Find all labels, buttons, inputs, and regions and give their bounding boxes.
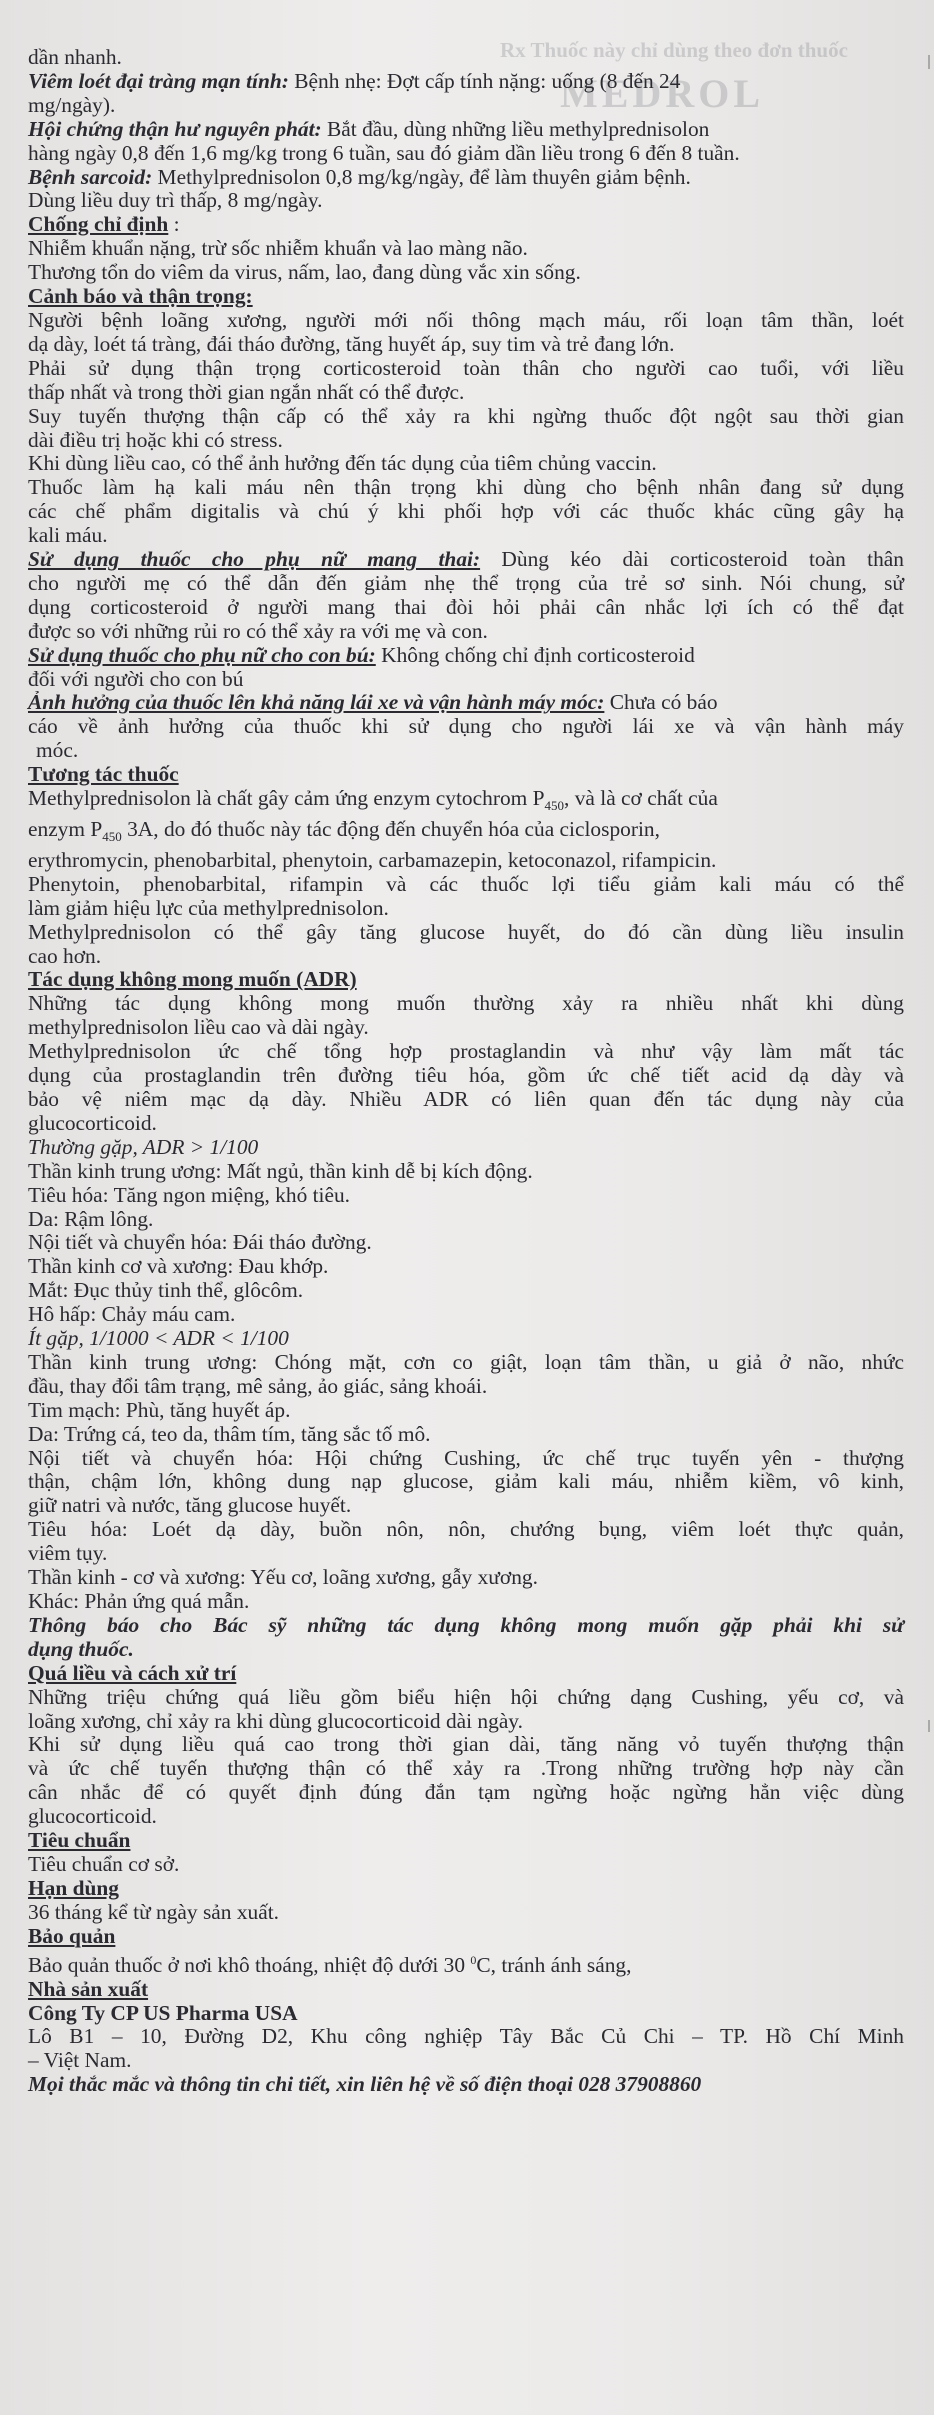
text-line [28, 2025, 904, 2049]
section-heading: Chống chỉ định [28, 212, 169, 237]
line-text: Hô hấp: Chảy máu cam. [28, 1302, 236, 1327]
line-text: Thương tổn do viêm da virus, nấm, lao, đang dùng vắc xin sống. [28, 260, 581, 285]
text-line [28, 572, 904, 596]
text-line [28, 897, 904, 921]
line-text: dài điều trị hoặc khi có stress. [28, 427, 283, 452]
text-line [28, 739, 904, 763]
text-line [28, 849, 904, 873]
text-line [28, 1733, 904, 1757]
text-line [28, 1853, 904, 1877]
text-line [28, 405, 904, 429]
text-line [28, 1136, 904, 1160]
bleed-through-header: Rx Thuốc này chỉ dùng theo đơn thuốc [500, 38, 848, 62]
line-text: Không chống chỉ định corticosteroid [375, 642, 695, 667]
text-line [28, 1638, 904, 1662]
text-line [28, 1303, 904, 1327]
text-line [28, 1542, 904, 1566]
text-line [28, 1399, 904, 1423]
line-text: Tim mạch: Phù, tăng huyết áp. [28, 1397, 291, 1422]
text-line [28, 968, 904, 992]
text-line [28, 1518, 904, 1542]
text-line [28, 1279, 904, 1303]
line-text: Tiêu hóa: Tăng ngon miệng, khó tiêu. [28, 1182, 351, 1207]
line-text: viêm tụy. [28, 1541, 108, 1566]
text-line [28, 1566, 904, 1590]
text-line [28, 309, 904, 333]
line-text: đầu, thay đổi tâm trạng, mê sảng, ảo giác, sảng khoái. [28, 1373, 488, 1398]
text-line [28, 46, 904, 70]
text-line [28, 921, 904, 945]
bold-label: Hội chứng thận hư nguyên phát: [28, 116, 322, 141]
text-line [28, 992, 904, 1016]
bold-label: Bệnh sarcoid: [28, 164, 153, 189]
bold-label: Viêm loét đại tràng mạn tính: [28, 68, 289, 93]
bleed-through-title: MEDROL [560, 71, 764, 116]
section-heading: Tác dụng không mong muốn (ADR) [28, 967, 357, 992]
section-heading: Cảnh báo và thận trọng: [28, 284, 253, 309]
line-text: thấp nhất và trong thời gian ngắn nhất có thể được. [28, 379, 465, 404]
line-text: Bệnh nhẹ: Đợt cấp tính nặng: uống (8 đến 24 [288, 68, 681, 93]
line-text: móc. [36, 738, 79, 763]
line-text: cao hơn. [28, 943, 102, 968]
section-subheading: Sử dụng thuốc cho phụ nữ cho con bú: [28, 642, 376, 667]
section-heading: Quá liều và cách xử trí [28, 1660, 237, 1685]
leaflet-text [28, 46, 904, 2097]
text-line [28, 1686, 904, 1710]
line-text: Nội tiết và chuyển hóa: Hội chứng Cushing, ức chế trục tuyến yên - thượng [28, 1445, 904, 1470]
text-line [28, 237, 904, 261]
text-line [28, 763, 904, 787]
line-text: Phenytoin, phenobarbital, rifampin và các thuốc lợi tiểu giảm kali máu có thể [28, 871, 904, 896]
text-line [28, 620, 904, 644]
frequency-heading: Ít gặp, 1/1000 < ADR < 1/100 [28, 1326, 289, 1351]
text-line [28, 285, 904, 309]
line-text: loãng xương, chỉ xảy ra khi dùng glucocorticoid dài ngày. [28, 1708, 523, 1733]
line-text: Methylprednisolon có thể gây tăng glucose huyết, do đó cần dùng liều insulin [28, 919, 904, 944]
text-line [28, 945, 904, 969]
text-line [28, 1040, 904, 1064]
text-line [28, 548, 904, 572]
line-text: glucocorticoid. [28, 1110, 157, 1135]
line-text: 36 tháng kể từ ngày sản xuất. [28, 1899, 279, 1924]
text-line [28, 1160, 904, 1184]
text-line [28, 596, 904, 620]
text-line [28, 668, 904, 692]
text-line [28, 189, 904, 213]
text-line [28, 2002, 904, 2026]
line-text: : [168, 212, 180, 237]
text-line [28, 1805, 904, 1829]
line-text: dạ dày, loét tá tràng, đái tháo đường, tăng huyết áp, suy tim và trẻ đang lớn. [28, 331, 675, 356]
line-text: dụng của prostaglandin trên đường tiêu hóa, gồm ức chế tiết acid dạ dày và [28, 1063, 904, 1088]
line-text: Da: Trứng cá, teo da, thâm tím, tăng sắc tố mô. [28, 1421, 431, 1446]
text-line [28, 1757, 904, 1781]
line-text: dần nhanh. [28, 45, 122, 69]
text-line [28, 644, 904, 668]
text-line [28, 1494, 904, 1518]
section-subheading: Sử dụng thuốc cho phụ nữ mang thai: [28, 547, 481, 572]
text-line [28, 213, 904, 237]
line-text: Thần kinh trung ương: Mất ngủ, thần kinh dễ bị kích động. [28, 1158, 533, 1183]
text-line [28, 381, 904, 405]
edge-mark [928, 55, 930, 69]
line-text: Thần kinh - cơ và xương: Yếu cơ, loãng xương, gẫy xương. [28, 1565, 538, 1590]
line-text: đối với người cho con bú [28, 666, 244, 691]
line-text: kali máu. [28, 523, 108, 548]
line-text: Tiêu hóa: Loét dạ dày, buồn nôn, nôn, chướng bụng, viêm loét thực quản, [28, 1517, 904, 1542]
line-text: Lô B1 – 10, Đường D2, Khu công nghiệp Tây Bắc Củ Chi – TP. Hồ Chí Minh [28, 2024, 904, 2049]
line-text: Khi sử dụng liều quá cao trong thời gian dài, tăng năng vỏ tuyến thượng thận [28, 1732, 904, 1757]
text-line [28, 1255, 904, 1279]
text-line [28, 1327, 904, 1351]
line-text: được so với những rủi ro có thể xảy ra với mẹ và con. [28, 618, 488, 643]
line-text: methylprednisolon liều cao và dài ngày. [28, 1015, 369, 1040]
bold-notice: dụng thuốc. [28, 1636, 134, 1661]
text-line [28, 1925, 904, 1949]
line-text: Những tác dụng không mong muốn thường xảy ra nhiều nhất khi dùng [28, 991, 904, 1016]
text-line [28, 70, 904, 94]
text-line [28, 1088, 904, 1112]
subscript: 450 [102, 829, 122, 844]
text-line [28, 452, 904, 476]
line-text: Chưa có báo [604, 690, 718, 715]
line-text: , và là cơ chất của [564, 786, 718, 811]
line-text: – Việt Nam. [28, 2048, 132, 2073]
line-text: cáo về ảnh hưởng của thuốc khi sử dụng cho người lái xe và vận hành máy [28, 714, 904, 739]
text-line [28, 118, 904, 142]
text-line [28, 1614, 904, 1638]
line-text: Người bệnh loãng xương, người mới nối thông mạch máu, rối loạn tâm thần, loét [28, 307, 904, 332]
text-line [28, 166, 904, 190]
text-line [28, 94, 904, 118]
edge-mark [928, 1720, 930, 1732]
section-heading: Nhà sản xuất [28, 1976, 149, 2001]
line-text: Methylprednisolon ức chế tổng hợp prostaglandin và như vậy làm mất tác [28, 1039, 904, 1064]
text-line [28, 476, 904, 500]
line-text: Dùng kéo dài corticosteroid toàn thân [480, 547, 904, 572]
line-text: cho người mẹ có thể dẫn đến giảm nhẹ thể trọng của trẻ sơ sinh. Nói chung, sử [28, 570, 904, 595]
text-line [28, 1781, 904, 1805]
line-text: hàng ngày 0,8 đến 1,6 mg/kg trong 6 tuần, sau đó giảm dần liều trong 6 đến 8 tuần. [28, 140, 740, 165]
line-text: bảo vệ niêm mạc dạ dày. Nhiều ADR có liên quan đến tác dụng này của [28, 1086, 904, 1111]
text-line [28, 818, 904, 849]
text-line [28, 1016, 904, 1040]
text-line [28, 715, 904, 739]
line-text: Những triệu chứng quá liều gồm biểu hiện hội chứng dạng Cushing, yếu cơ, và [28, 1684, 904, 1709]
line-text: làm giảm hiệu lực của methylprednisolon. [28, 895, 389, 920]
line-text: Khác: Phản ứng quá mẫn. [28, 1589, 250, 1613]
text-line [28, 1710, 904, 1734]
line-text: Methylprednisolon là chất gây cảm ứng enzym cytochrom P [28, 786, 545, 811]
line-text: glucocorticoid. [28, 1804, 157, 1829]
line-text: thận, chậm lớn, không dung nạp glucose, giảm kali máu, nhiễm kiềm, vô kinh, [28, 1469, 904, 1494]
text-line [28, 261, 904, 285]
text-line [28, 2073, 904, 2097]
text-line [28, 1978, 904, 2002]
subscript: 450 [544, 798, 565, 814]
line-text: enzym P [28, 817, 103, 841]
text-line [28, 1901, 904, 1925]
text-line [28, 1351, 904, 1375]
text-line [28, 1447, 904, 1471]
line-text: Methylprednisolon 0,8 mg/kg/ngày, để làm thuyên giảm bệnh. [152, 164, 691, 189]
line-text: Thần kinh cơ và xương: Đau khớp. [28, 1254, 329, 1279]
line-text: Suy tuyến thượng thận cấp có thể xảy ra khi ngừng thuốc đột ngột sau thời gian [28, 403, 904, 428]
text-line [28, 1829, 904, 1853]
text-line [28, 1184, 904, 1208]
manufacturer-name: Công Ty CP US Pharma USA [28, 2000, 298, 2025]
line-text: Thần kinh trung ương: Chóng mặt, cơn co giật, loạn tâm thần, u giả ở não, nhức [28, 1349, 904, 1374]
text-line [28, 1877, 904, 1901]
line-text: Phải sử dụng thận trọng corticosteroid toàn thân cho người cao tuổi, với liều [28, 355, 904, 380]
line-text: Mắt: Đục thủy tinh thể, glôcôm. [28, 1278, 304, 1303]
text-line [28, 691, 904, 715]
text-line [28, 1112, 904, 1136]
bold-notice: Mọi thắc mắc và thông tin chi tiết, xin liên hệ về số điện thoại 028 37908860 [28, 2072, 702, 2097]
text-line [28, 1064, 904, 1088]
text-line [28, 357, 904, 381]
text-line [28, 873, 904, 897]
text-line [28, 333, 904, 357]
line-text: giữ natri và nước, tăng glucose huyết. [28, 1493, 352, 1518]
text-line [28, 787, 904, 818]
text-line [28, 1470, 904, 1494]
line-text: erythromycin, phenobarbital, phenytoin, carbamazepin, ketoconazol, rifampicin. [28, 847, 717, 872]
line-text: dụng corticosteroid ở người mang thai đòi hỏi phải cân nhắc lợi ích có thể đạt [28, 594, 904, 619]
text-line [28, 1949, 904, 1978]
section-heading: Tiêu chuẩn [28, 1828, 131, 1853]
text-line [28, 142, 904, 166]
line-text: và ức chế tuyến thượng thận có thể xảy ra .Trong những trường hợp này cần [28, 1756, 904, 1781]
text-line [28, 1423, 904, 1447]
line-text: Khi dùng liều cao, có thể ảnh hưởng đến tác dụng của tiêm chủng vaccin. [28, 451, 657, 476]
section-heading: Tương tác thuốc [28, 762, 179, 787]
line-text: 3A, do đó thuốc này tác động đến chuyển hóa của ciclosporin, [121, 817, 660, 841]
text-line [28, 1208, 904, 1232]
section-heading: Hạn dùng [28, 1875, 119, 1900]
text-line [28, 429, 904, 453]
text-line [28, 1375, 904, 1399]
line-text: Dùng liều duy trì thấp, 8 mg/ngày. [28, 188, 323, 213]
text-line [28, 1662, 904, 1686]
frequency-heading: Thường gặp, ADR > 1/100 [28, 1134, 259, 1159]
section-heading: Bảo quản [28, 1923, 116, 1948]
line-text: mg/ngày). [28, 92, 116, 117]
line-text: Nội tiết và chuyển hóa: Đái tháo đường. [28, 1230, 372, 1255]
line-text: Tiêu chuẩn cơ sở. [28, 1851, 180, 1876]
superscript: 0 [470, 1952, 477, 1967]
section-subheading: Ảnh hưởng của thuốc lên khả năng lái xe và vận hành máy móc: [28, 690, 605, 715]
line-text: cân nhắc để có quyết định đúng đắn tạm ngừng hoặc ngừng hẳn việc dùng [28, 1780, 904, 1805]
text-line [28, 2049, 904, 2073]
text-line [28, 1231, 904, 1255]
line-text: Bảo quản thuốc ở nơi khô thoáng, nhiệt độ dưới 30 [28, 1952, 471, 1977]
line-text: Thuốc làm hạ kali máu nên thận trọng khi dùng cho bệnh nhân đang sử dụng [28, 475, 904, 500]
line-text: Da: Rậm lông. [28, 1206, 154, 1231]
text-line [28, 1590, 904, 1614]
text-line [28, 524, 904, 548]
line-text: các chế phẩm digitalis và chú ý khi phối hợp với các thuốc khác cũng gây hạ [28, 499, 904, 524]
line-text: Nhiễm khuẩn nặng, trừ sốc nhiễm khuẩn và lao màng não. [28, 236, 528, 261]
text-line [28, 500, 904, 524]
bold-notice: Thông báo cho Bác sỹ những tác dụng không mong muốn gặp phải khi sử [28, 1612, 904, 1637]
line-text: C, tránh ánh sáng, [476, 1952, 632, 1977]
line-text: Bắt đầu, dùng những liều methylprednisolon [321, 116, 710, 141]
